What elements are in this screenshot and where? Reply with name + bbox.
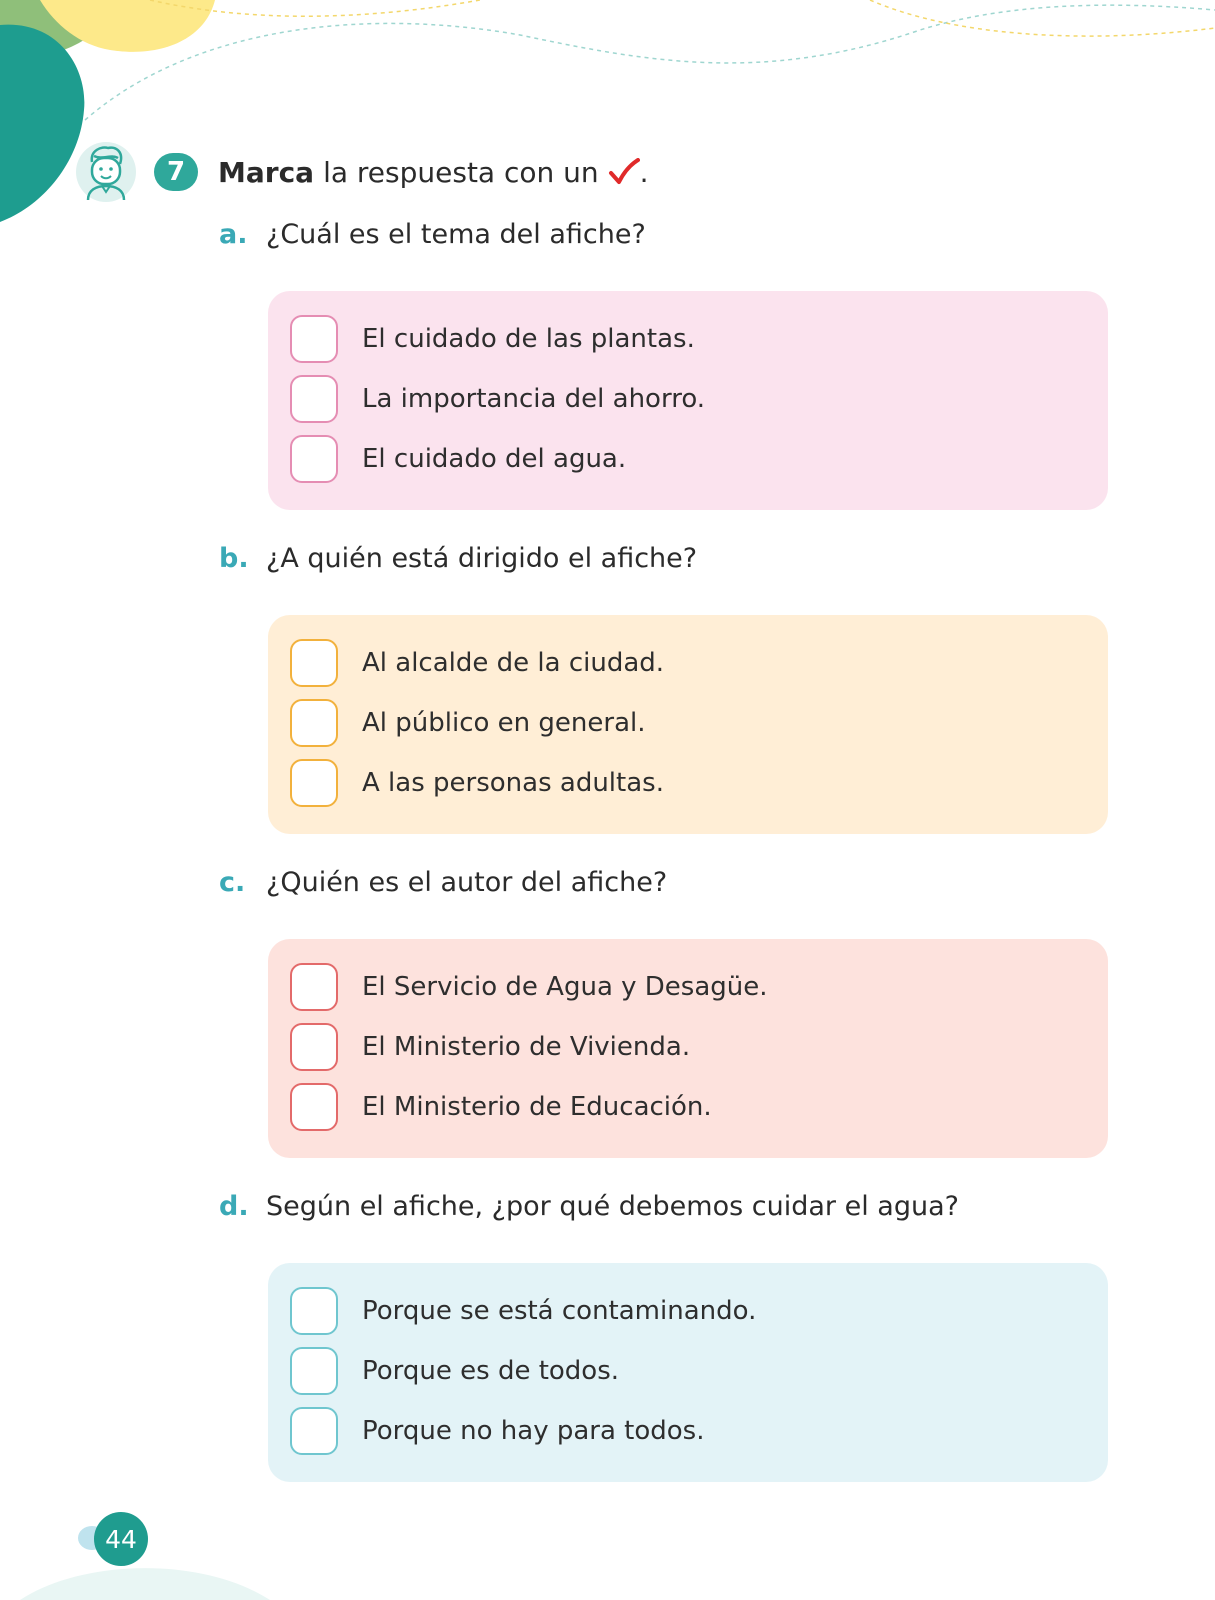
- student-face-icon: [76, 142, 136, 202]
- option-label: La importancia del ahorro.: [362, 384, 706, 414]
- option-label: Porque no hay para todos.: [362, 1416, 705, 1446]
- checkbox[interactable]: [290, 639, 338, 687]
- teal-blob-shape: [0, 25, 84, 222]
- question-d: [219, 1191, 959, 1222]
- instruction-bold: Marca: [218, 155, 315, 189]
- option-b-1: [290, 633, 1108, 693]
- option-c-1: [290, 957, 1108, 1017]
- checkbox[interactable]: [290, 1023, 338, 1071]
- dashed-wave-yellow-right: [870, 0, 1215, 36]
- option-label: El cuidado del agua.: [362, 444, 627, 474]
- question-text: Según el afiche, ¿por qué debemos cuidar el agua?: [266, 1191, 959, 1222]
- instruction-period: .: [639, 155, 649, 189]
- option-c-3: [290, 1077, 1108, 1137]
- options-box-d: [268, 1263, 1108, 1482]
- checkbox[interactable]: [290, 1407, 338, 1455]
- option-label: El cuidado de las plantas.: [362, 324, 695, 354]
- checkbox[interactable]: [290, 375, 338, 423]
- option-label: El Servicio de Agua y Desagüe.: [362, 972, 768, 1002]
- options-box-c: [268, 939, 1108, 1158]
- option-label: Porque se está contaminando.: [362, 1296, 757, 1326]
- option-c-2: [290, 1017, 1108, 1077]
- question-c: [219, 867, 667, 898]
- checkbox[interactable]: [290, 435, 338, 483]
- instruction-text: [218, 156, 649, 189]
- option-a-1: [290, 309, 1108, 369]
- activity-number-badge: 7: [154, 153, 198, 191]
- question-letter: c.: [219, 867, 246, 898]
- option-label: El Ministerio de Educación.: [362, 1092, 712, 1122]
- dashed-wave-teal: [85, 5, 1215, 120]
- question-text: ¿A quién está dirigido el afiche?: [266, 543, 698, 574]
- question-letter: b.: [219, 543, 249, 574]
- option-label: Al alcalde de la ciudad.: [362, 648, 665, 678]
- option-label: A las personas adultas.: [362, 768, 664, 798]
- page-number: 44: [94, 1512, 148, 1566]
- checkbox[interactable]: [290, 1347, 338, 1395]
- option-d-1: [290, 1281, 1108, 1341]
- option-label: El Ministerio de Vivienda.: [362, 1032, 691, 1062]
- instruction-rest: la respuesta con un: [323, 155, 599, 189]
- option-d-3: [290, 1401, 1108, 1461]
- checkbox[interactable]: [290, 963, 338, 1011]
- activity-header: [76, 140, 649, 204]
- options-box-b: [268, 615, 1108, 834]
- option-a-3: [290, 429, 1108, 489]
- option-label: Porque es de todos.: [362, 1356, 620, 1386]
- checkbox[interactable]: [290, 759, 338, 807]
- checkbox[interactable]: [290, 1083, 338, 1131]
- option-a-2: [290, 369, 1108, 429]
- option-label: Al público en general.: [362, 708, 646, 738]
- question-a: [219, 219, 646, 250]
- question-letter: a.: [219, 219, 248, 250]
- red-checkmark-icon: [608, 158, 640, 186]
- checkbox[interactable]: [290, 1287, 338, 1335]
- options-box-a: [268, 291, 1108, 510]
- bottom-light-shape: [20, 1568, 270, 1600]
- question-letter: d.: [219, 1191, 249, 1222]
- option-b-3: [290, 753, 1108, 813]
- question-text: ¿Quién es el autor del afiche?: [266, 867, 668, 898]
- question-b: [219, 543, 697, 574]
- option-d-2: [290, 1341, 1108, 1401]
- question-text: ¿Cuál es el tema del afiche?: [266, 219, 646, 250]
- checkbox[interactable]: [290, 699, 338, 747]
- checkbox[interactable]: [290, 315, 338, 363]
- option-b-2: [290, 693, 1108, 753]
